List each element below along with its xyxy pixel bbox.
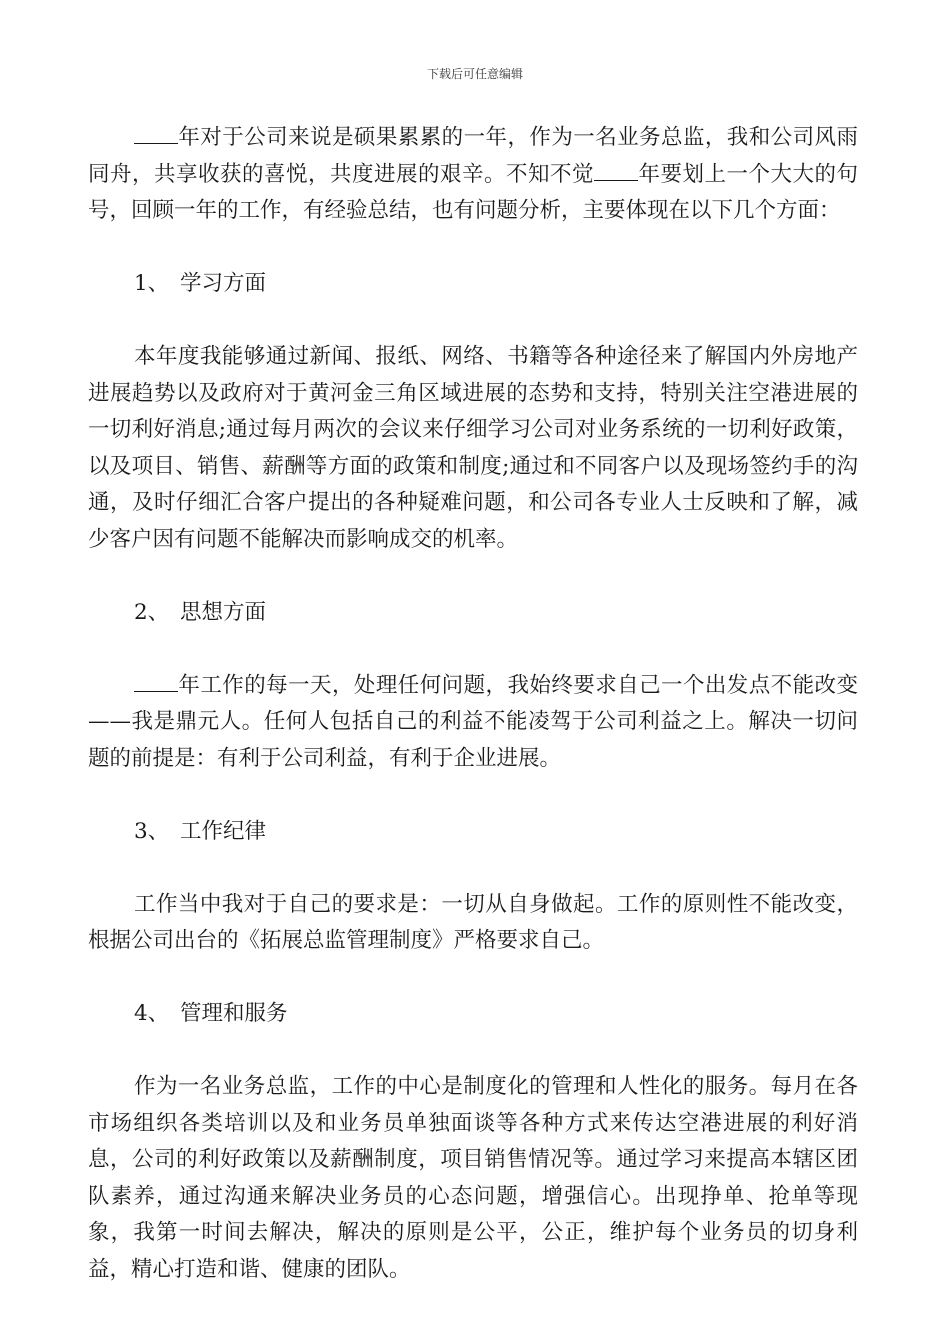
intro-paragraph [88, 120, 858, 230]
blank-line [594, 162, 638, 181]
thought-text: 年工作的每一天，处理任何问题，我始终要求自己一个出发点不能改变——我是鼎元人。任何人包括自己的利益不能凌驾于公司利益之上。解决一切问题的前提是：有利于公司利益，有利于企业进展。 [88, 672, 858, 771]
paragraph-gap [88, 230, 858, 267]
intro-text-1: 年对于公司来说是硕果累累的一年，作为一名业务总监，我和公司风雨同舟，共享收获的喜悦，共度进展的艰辛。不知不觉 [88, 125, 858, 187]
paragraph-gap [88, 558, 858, 595]
paragraph-gap [88, 303, 858, 340]
document-body [88, 120, 858, 1288]
section-heading-thought [88, 595, 858, 632]
thought-paragraph [88, 668, 858, 778]
paragraph-gap [88, 777, 858, 814]
heading-number: 1、 [134, 271, 170, 296]
section-heading-management [88, 996, 858, 1033]
heading-number: 2、 [134, 599, 170, 625]
paragraph-gap [88, 1033, 858, 1070]
paragraph-gap [88, 850, 858, 887]
heading-number: 3、 [134, 818, 170, 844]
blank-line [134, 125, 178, 144]
study-paragraph: 本年度我能够通过新闻、报纸、网络、书籍等各种途径来了解国内外房地产进展趋势以及政府对于黄河金三角区域进展的态势和支持，特别关注空港进展的一切利好消息;通过每月两次的会议来仔细学习公司对业务系统的一切利好政策，以及项目、销售、薪酬等方面的政策和制度;通过和不同客户以及现场签约手的沟通，及时仔细汇合客户提出的各种疑难问题，和公司各专业人士反映和了解，减少客户因有问题不能解决而影响成交的机率。 [88, 344, 858, 552]
management-paragraph: 作为一名业务总监，工作的中心是制度化的管理和人性化的服务。每月在各市场组织各类培训以及和业务员单独面谈等各种方式来传达空港进展的利好消息，公司的利好政策以及薪酬制度，项目销售情况等。通过学习来提高本辖区团队素养，通过沟通来解决业务员的心态问题，增强信心。出现挣单、抢单等现象，我第一时间去解决，解决的原则是公平，公正，维护每个业务员的切身利益，精心打造和谐、健康的团队。 [88, 1074, 858, 1282]
section-heading-discipline [88, 814, 858, 851]
section-heading-study [88, 266, 858, 303]
heading-title: 思想方面 [180, 599, 267, 625]
paragraph-gap [88, 631, 858, 668]
discipline-paragraph: 工作当中我对于自己的要求是：一切从自身做起。工作的原则性不能改变，根据公司出台的《拓展总监管理制度》严格要求自己。 [88, 891, 858, 953]
heading-title: 管理和服务 [180, 1001, 288, 1026]
heading-title: 工作纪律 [180, 818, 267, 844]
heading-title: 学习方面 [180, 271, 267, 296]
heading-number: 4、 [134, 1001, 170, 1026]
paragraph-gap [88, 960, 858, 997]
blank-line [134, 673, 178, 692]
intro-text-2: 年要划上一个大大的句号，回顾一年的工作，有经验总结，也有问题分析，主要体现在以下几个方面： [88, 161, 858, 223]
page-header: 下载后可任意编辑 [426, 67, 523, 81]
